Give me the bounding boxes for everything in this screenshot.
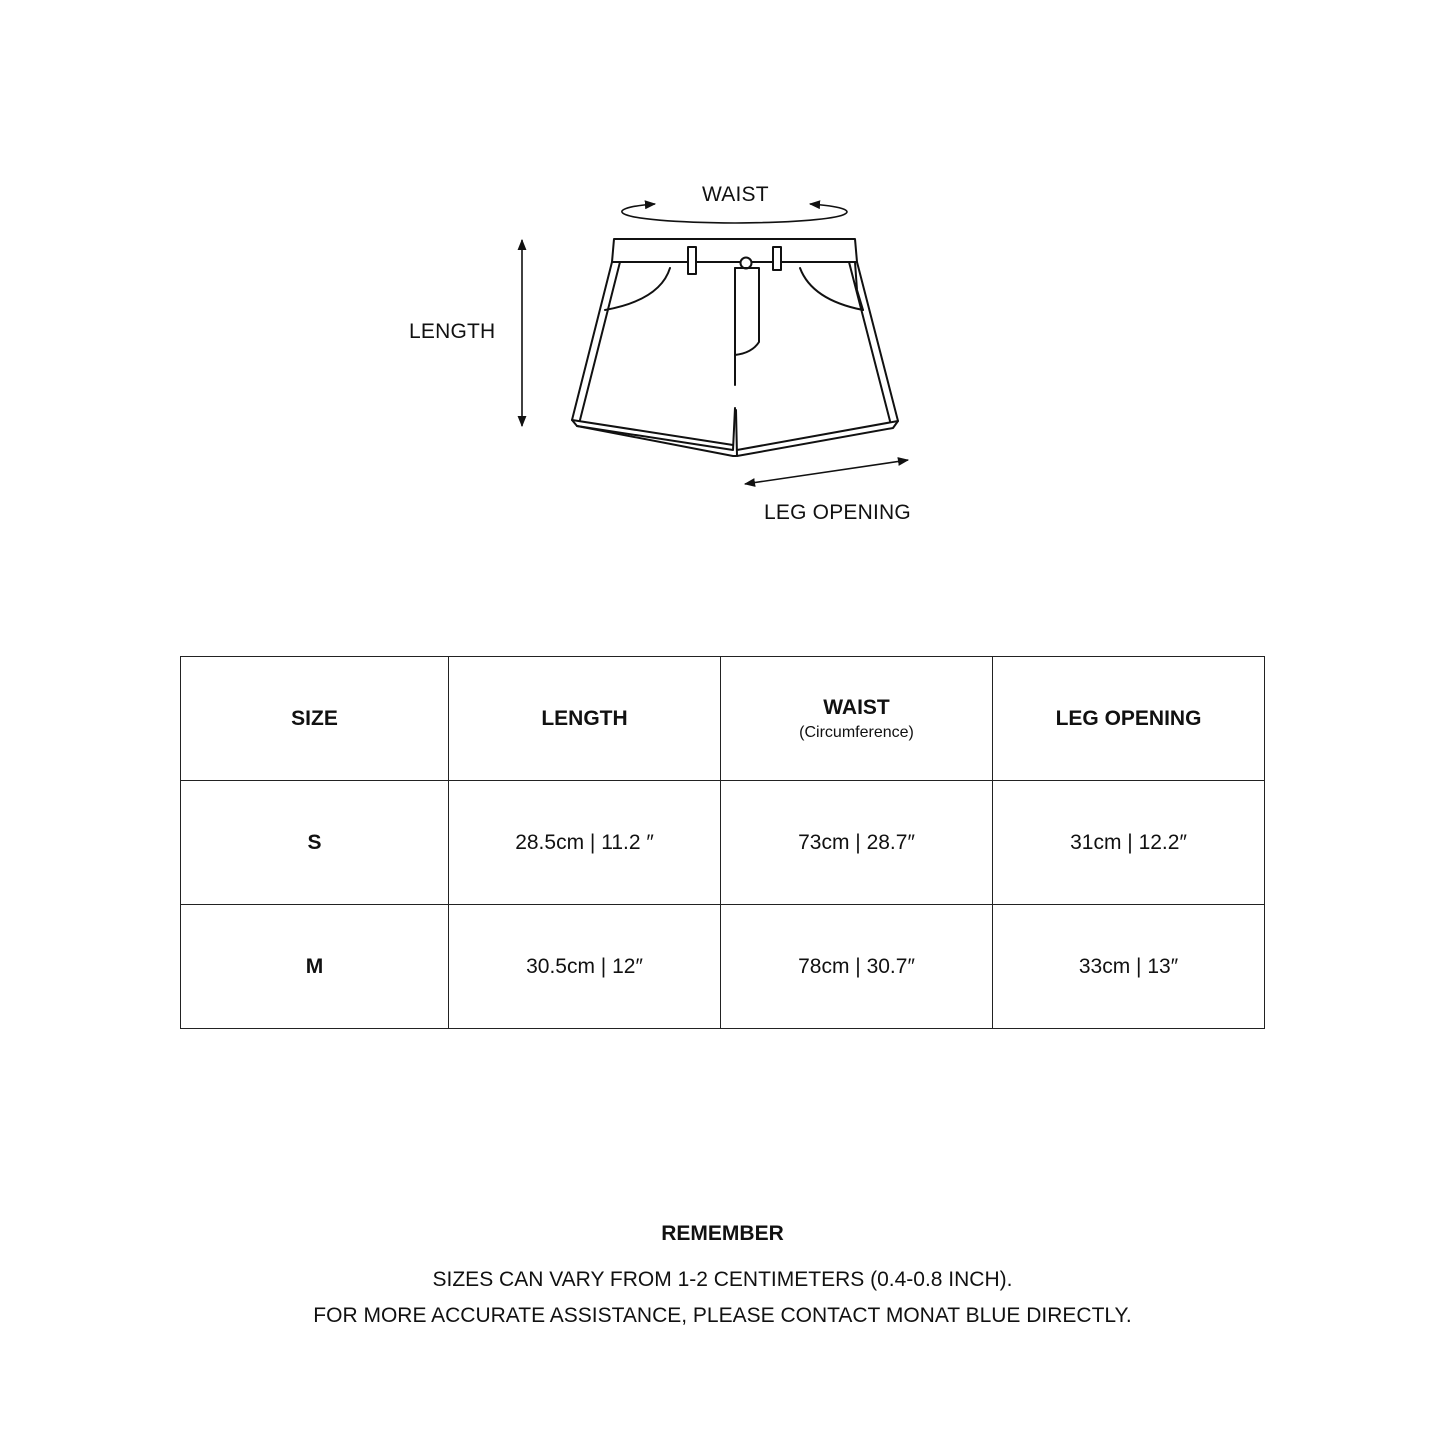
size-chart-table: [180, 656, 1265, 1029]
leg-opening-arrow: [745, 460, 908, 484]
header-leg-opening: LEG OPENING: [993, 657, 1265, 781]
leg-opening-label: LEG OPENING: [764, 501, 911, 524]
note-line-1: SIZES CAN VARY FROM 1-2 CENTIMETERS (0.4-0.8 INCH).: [432, 1268, 1013, 1291]
note-line-2: FOR MORE ACCURATE ASSISTANCE, PLEASE CONTACT MONAT BLUE DIRECTLY.: [313, 1304, 1132, 1327]
table-row: [181, 781, 1265, 905]
length-label: LENGTH: [409, 320, 496, 343]
header-size: SIZE: [181, 657, 449, 781]
table-header-row: [181, 657, 1265, 781]
size-cell: S: [181, 781, 449, 905]
note-title: REMEMBER: [661, 1222, 784, 1245]
shorts-illustration: [0, 0, 1445, 560]
length-cell: 28.5cm | 11.2 ″: [449, 781, 721, 905]
header-waist-label: WAIST: [823, 695, 890, 719]
leg-opening-cell: 31cm | 12.2″: [993, 781, 1265, 905]
measurement-diagram: [0, 0, 1445, 560]
waist-label: WAIST: [702, 183, 769, 206]
table-row: [181, 905, 1265, 1029]
leg-opening-cell: 33cm | 13″: [993, 905, 1265, 1029]
length-cell: 30.5cm | 12″: [449, 905, 721, 1029]
size-cell: M: [181, 905, 449, 1029]
waist-cell: 73cm | 28.7″: [721, 781, 993, 905]
waist-cell: 78cm | 30.7″: [721, 905, 993, 1029]
shorts-outline: [572, 239, 898, 456]
header-waist-sub: (Circumference): [799, 723, 914, 741]
header-length: LENGTH: [449, 657, 721, 781]
header-waist: [721, 657, 993, 781]
